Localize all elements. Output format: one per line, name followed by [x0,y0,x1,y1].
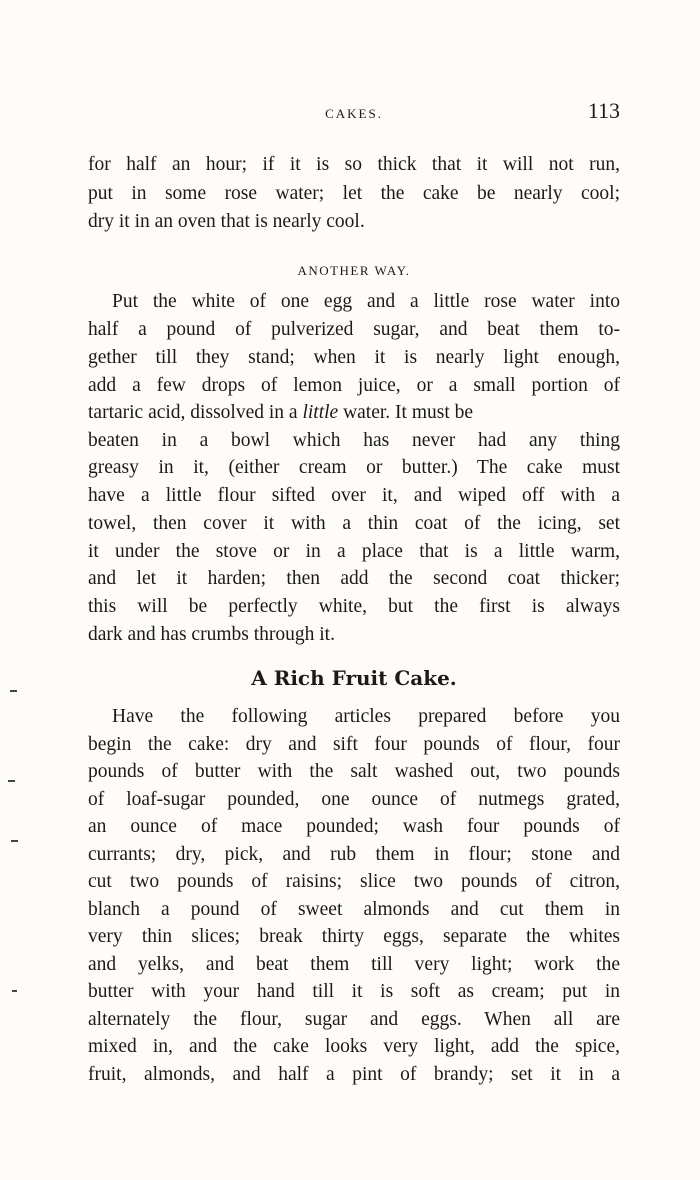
paragraph-line: half a pound of pulverized sugar, and beat them to- [88,319,620,340]
paragraph-line: beaten in a bowl which has never had any thing [88,430,620,451]
paragraph-line: butter with your hand till it is soft as cream; put in [88,981,620,1002]
page-number: 113 [587,98,620,123]
running-head: CAKES. [325,106,383,121]
paragraph-line: and yelks, and beat them till very light; work the [88,954,620,975]
intro-line: dry it in an oven that is nearly cool. [88,211,365,232]
page-header [86,92,622,132]
paragraph-line: have a little flour sifted over it, and wiped off with a [88,485,620,506]
paragraph-line: alternately the flour, sugar and eggs. When all are [88,1009,620,1030]
paragraph-line: dark and has crumbs through it. [88,624,335,645]
scan-speck [10,690,17,692]
paragraph-line: currants; dry, pick, and rub them in flour; stone and [88,844,620,865]
paragraph-line: and let it harden; then add the second coat thicker; [88,568,620,589]
paragraph-line: greasy in it, (either cream or butter.) The cake must [88,457,620,478]
paragraph-line: add a few drops of lemon juice, or a small portion of [88,375,620,396]
italic-word: little [302,402,339,423]
line-part: tartaric acid, dissolved in a [88,402,303,423]
paragraph-line: very thin slices; break thirty eggs, separate the whites [88,926,620,947]
paragraph-line: fruit, almonds, and half a pint of brandy; set it in a [88,1064,620,1085]
paragraph-line: of loaf-sugar pounded, one ounce of nutmegs grated, [88,789,620,810]
paragraph-line: begin the cake: dry and sift four pounds of flour, four [88,734,620,755]
paragraph-line: an ounce of mace pounded; wash four pounds of [88,816,620,837]
paragraph-line: this will be perfectly white, but the first is always [88,596,620,617]
paragraph-line: pounds of butter with the salt washed out, two pounds [88,761,620,782]
paragraph-line: blanch a pound of sweet almonds and cut them in [88,899,620,920]
paragraph-line [88,399,620,426]
paragraph-line: gether till they stand; when it is nearly light enough, [88,347,620,368]
intro-line: for half an hour; if it is so thick that it will not run, [88,154,620,175]
recipe-title: A Rich Fruit Cake. [251,666,457,690]
paragraph-line: Put the white of one egg and a little rose water into [112,291,620,312]
intro-line: put in some rose water; let the cake be nearly cool; [88,183,620,204]
scan-speck [11,840,18,842]
paragraph-line: mixed in, and the cake looks very light, add the spice, [88,1036,620,1057]
paragraph-line: Have the following articles prepared before you [112,706,620,727]
paragraph-line: it under the stove or in a place that is a little warm, [88,541,620,562]
paragraph-line: cut two pounds of raisins; slice two pounds of citron, [88,871,620,892]
section-subheading: ANOTHER WAY. [297,263,411,278]
scan-speck [12,990,17,992]
paragraph-line: towel, then cover it with a thin coat of the icing, set [88,513,620,534]
scan-speck [8,780,15,782]
line-part: water. It must be [338,402,474,423]
